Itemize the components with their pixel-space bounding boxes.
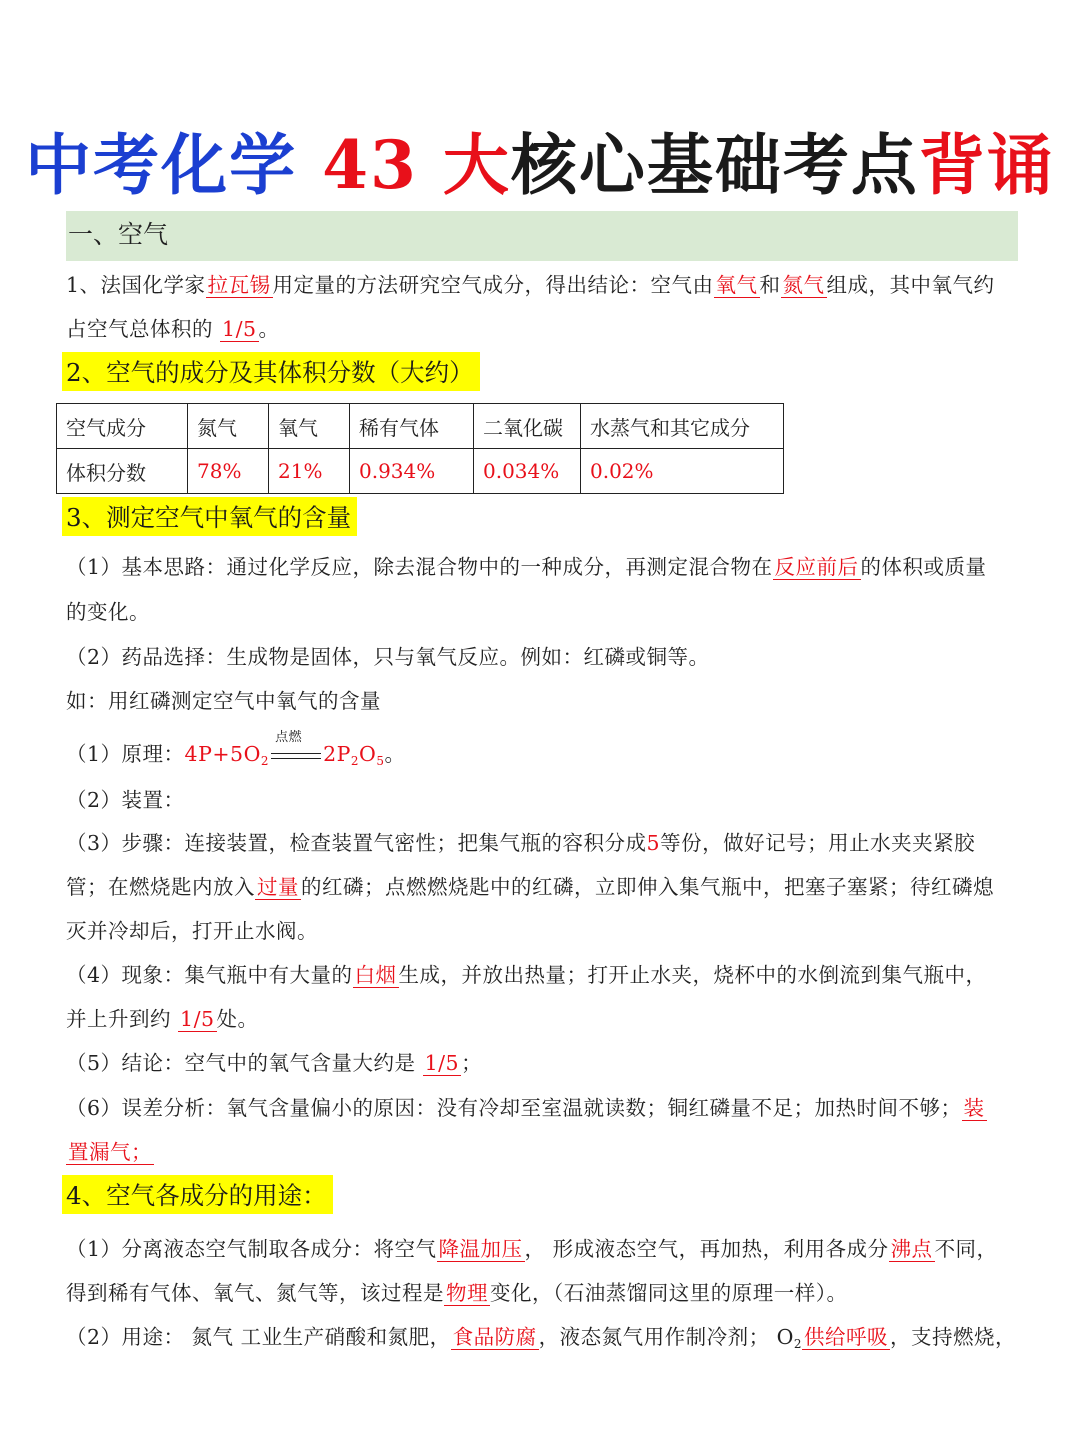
answer-oxygen: 氧气	[715, 273, 758, 297]
table-cell: 0.934%	[350, 449, 474, 494]
table-cell: 体积分数	[57, 449, 188, 494]
table-cell: 稀有气体	[350, 404, 474, 449]
equation-right: $2P_2O_5$	[323, 742, 385, 768]
table-cell: 空气成分	[57, 404, 188, 449]
table-cell: 78%	[188, 449, 269, 494]
s3-line-phenomenon-2: 并上升到约 1/5处。	[66, 1007, 259, 1031]
s3-line-steps-2: 管；在燃烧匙内放入过量的红磷；点燃燃烧匙中的红磷，立即伸入集气瓶中，把塞子塞紧；待红磷熄	[66, 875, 994, 899]
page-title	[0, 112, 1080, 207]
title-part-2: 43	[322, 126, 418, 204]
s4-line-2: 得到稀有气体、氧气、氮气等，该过程是物理变化，（石油蒸馏同这里的原理一样）。	[66, 1281, 848, 1305]
s4-line-1: （1）分离液态空气制取各成分：将空气降温加压， 形成液态空气，再加热，利用各成分沸点不同，	[66, 1237, 998, 1261]
title-part-5: 背诵	[918, 126, 1055, 204]
table-row	[57, 449, 784, 494]
s3-line-1: （1）基本思路：通过化学反应，除去混合物中的一种成分，再测定混合物在反应前后的体积或质量	[66, 555, 987, 579]
s3-line-3: （2）药品选择：生成物是固体，只与氧气反应。例如：红磷或铜等。	[66, 645, 710, 669]
s4-line-3: （2）用途： 氮气 工业生产硝酸和氮肥，食品防腐，液态氮气用作制冷剂； $O_2$供给呼吸，支持燃烧，	[66, 1325, 1017, 1351]
s3-line-conclusion: （5）结论：空气中的氧气含量大约是 1/5；	[66, 1051, 483, 1075]
s3-line-4: 如：用红磷测定空气中氧气的含量	[66, 689, 381, 713]
s3-line-apparatus: （2）装置：	[66, 788, 185, 812]
title-part-4: 核心基础考点	[510, 126, 919, 204]
equation-arrow: 点燃	[271, 746, 321, 766]
title-part-1: 中考化学	[25, 126, 298, 204]
s3-line-error-1: （6）误差分析：氧气含量偏小的原因：没有冷却至室温就读数；铜红磷量不足；加热时间不够；装	[66, 1096, 985, 1120]
table-cell: 0.02%	[581, 449, 784, 494]
heading-air-composition: 2、空气的成分及其体积分数（大约）	[62, 352, 480, 391]
table-cell: 氧气	[269, 404, 350, 449]
table-cell: 水蒸气和其它成分	[581, 404, 784, 449]
s3-line-2: 的变化。	[66, 600, 150, 624]
heading-air-uses: 4、空气各成分的用途：	[62, 1175, 333, 1214]
para-1-line-1: 1、法国化学家拉瓦锡用定量的方法研究空气成分，得出结论：空气由氧气和氮气组成，其中氧气约	[66, 273, 995, 297]
answer-fraction: 1/5	[222, 317, 257, 341]
para-1-line-2: 占空气总体积的 1/5。	[66, 317, 280, 341]
answer-nitrogen: 氮气	[782, 273, 825, 297]
title-part-3: 大	[442, 126, 511, 204]
s3-line-steps-3: 灭并冷却后，打开止水阀。	[66, 919, 318, 943]
answer-lavoisier: 拉瓦锡	[207, 273, 271, 297]
table-cell: 21%	[269, 449, 350, 494]
equation-left: $4P+5O_2$	[184, 742, 270, 768]
s3-line-error-2: 置漏气；	[68, 1140, 152, 1164]
s3-line-phenomenon-1: （4）现象：集气瓶中有大量的白烟生成，并放出热量；打开止水夹，烧杯中的水倒流到集气瓶中，	[66, 963, 987, 987]
table-header-row	[57, 404, 784, 449]
table-cell: 氮气	[188, 404, 269, 449]
heading-oxygen-measurement: 3、测定空气中氧气的含量	[62, 497, 357, 536]
table-cell: 0.034%	[474, 449, 581, 494]
s3-line-steps-1: （3）步骤：连接装置，检查装置气密性；把集气瓶的容积分成5等份，做好记号；用止水夹夹紧胶	[66, 831, 976, 855]
table-cell: 二氧化碳	[474, 404, 581, 449]
section-heading-air: 一、空气	[66, 211, 1018, 261]
air-composition-table	[56, 403, 784, 494]
s3-equation-line: （1）原理：$4P+5O_2$ 点燃 $2P_2O_5$。	[66, 729, 406, 768]
